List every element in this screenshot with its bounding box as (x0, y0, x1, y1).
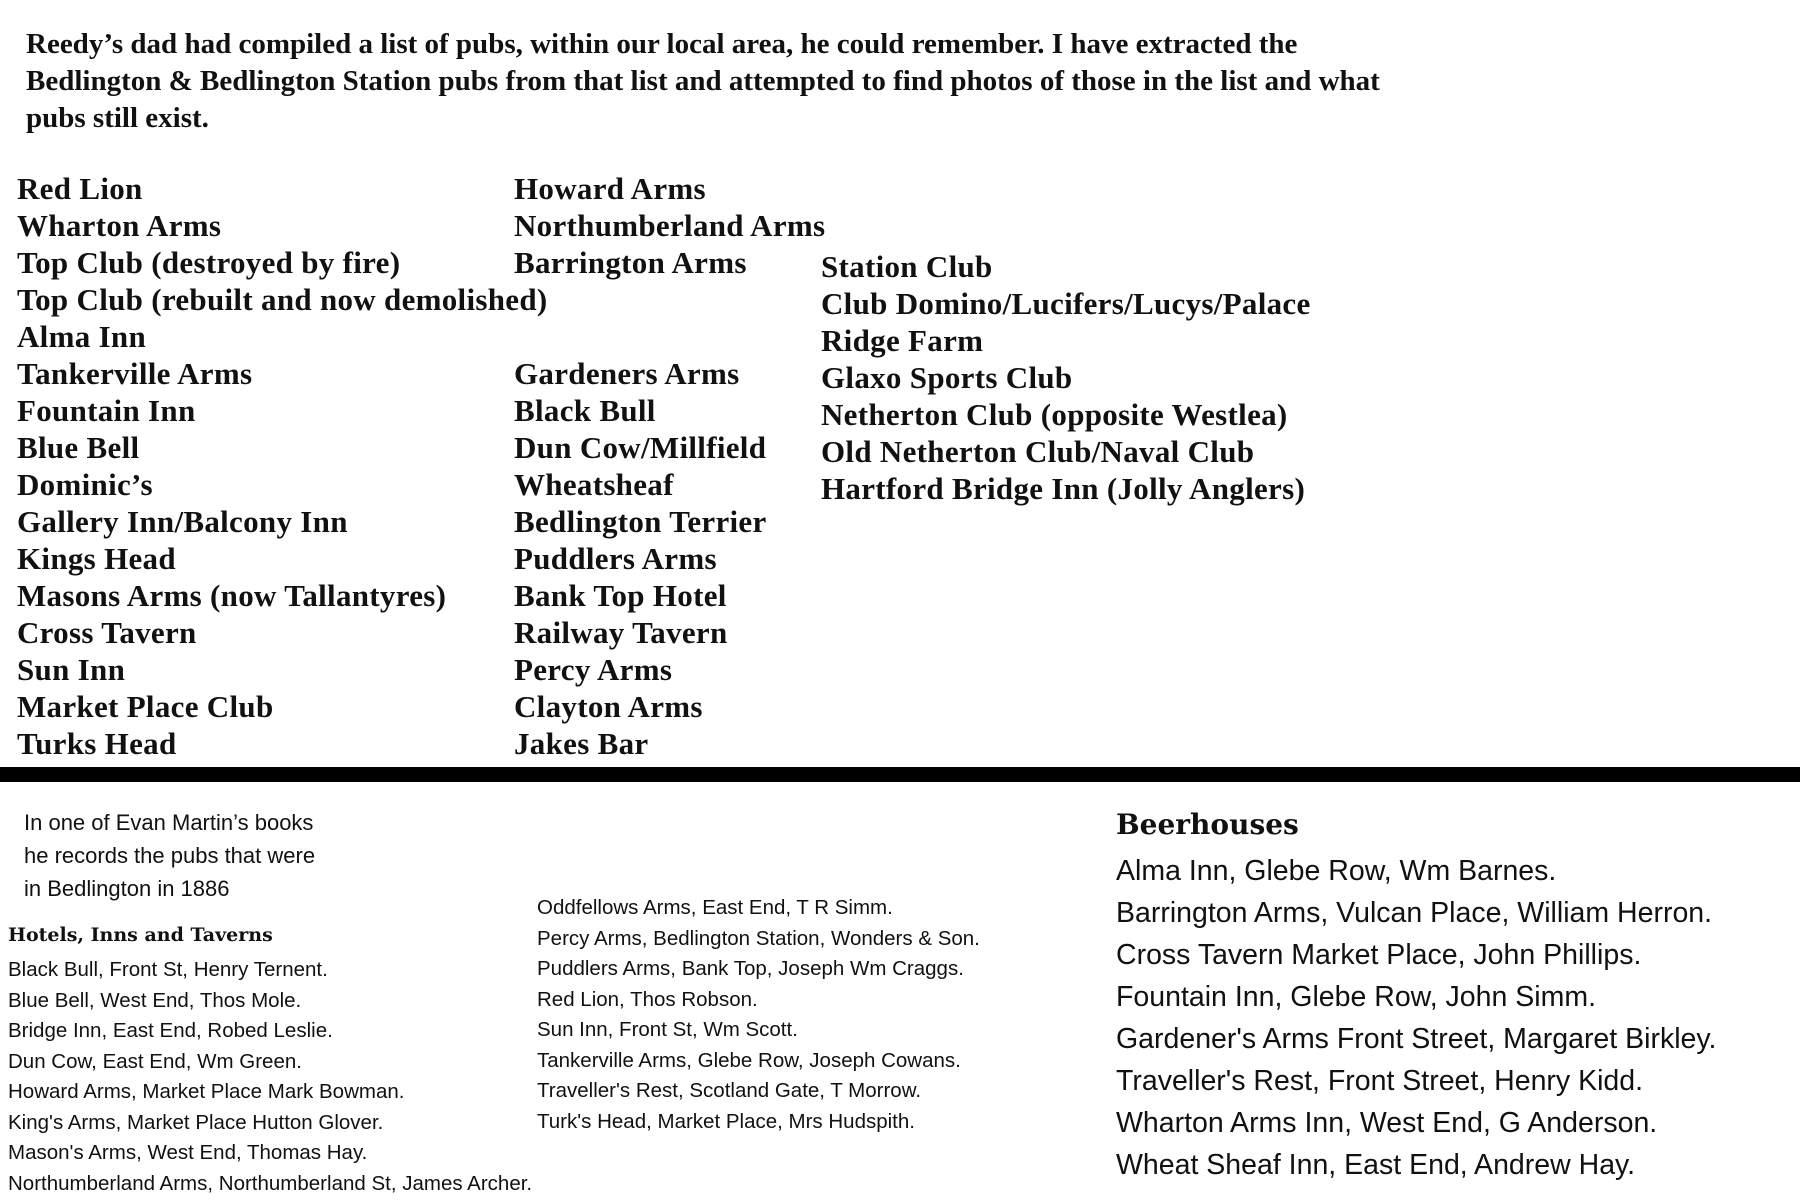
pub-list-item: Ridge Farm (821, 323, 984, 358)
hotel-entry: Dun Cow, East End, Wm Green. (8, 1049, 302, 1073)
pub-list-item: Netherton Club (opposite Westlea) (821, 397, 1288, 432)
pub-list-item: Railway Tavern (514, 615, 728, 650)
pub-list-column-3 (821, 248, 1311, 507)
pub-list-item: Red Lion (17, 171, 143, 206)
pub-list-item: Club Domino/Lucifers/Lucys/Palace (821, 286, 1311, 321)
pub-list-item: Dominic’s (17, 467, 153, 502)
hotels-heading: Hotels, Inns and Taverns (8, 924, 273, 946)
hotel-entry: Red Lion, Thos Robson. (537, 987, 758, 1011)
pub-list-item: Blue Bell (17, 430, 140, 465)
pub-list-item: Northumberland Arms (514, 208, 826, 243)
pub-list-item: Black Bull (514, 393, 656, 428)
pub-list-item: Alma Inn (17, 319, 147, 354)
pub-list-item: Market Place Club (17, 689, 274, 724)
hotel-entry: Northumberland Arms, Northumberland St, James Archer. (8, 1171, 533, 1195)
pub-list-item: Top Club (rebuilt and now demolished) (17, 282, 548, 317)
pub-list-item: Kings Head (17, 541, 176, 576)
beerhouse-entry: Gardener's Arms Front Street, Margaret Birkley. (1116, 1023, 1717, 1055)
beerhouse-entry: Wheat Sheaf Inn, East End, Andrew Hay. (1116, 1149, 1636, 1181)
pub-list-item: Top Club (destroyed by fire) (17, 245, 401, 280)
pub-list-item: Barrington Arms (514, 245, 747, 280)
pub-list-item: Wheatsheaf (514, 467, 674, 502)
pub-list-item: Tankerville Arms (17, 356, 253, 391)
hotel-entry: Tankerville Arms, Glebe Row, Joseph Cowans. (537, 1048, 961, 1072)
pub-list-item: Fountain Inn (17, 393, 196, 428)
evan-martin-intro: In one of Evan Martin’s books he records the pubs that were in Bedlington in 1886 (24, 810, 316, 901)
pub-list-column-1 (17, 170, 548, 762)
pub-list-item: Bedlington Terrier (514, 504, 767, 539)
pub-list-column-2-bottom (514, 355, 767, 762)
hotel-entry: Oddfellows Arms, East End, T R Simm. (537, 896, 893, 919)
beerhouse-entry: Wharton Arms Inn, West End, G Anderson. (1116, 1107, 1658, 1139)
hotels-list-left (8, 955, 532, 1199)
hotel-entry: Puddlers Arms, Bank Top, Joseph Wm Craggs. (537, 957, 964, 980)
beerhouse-entry: Cross Tavern Market Place, John Phillips. (1116, 939, 1642, 971)
pub-list-item: Cross Tavern (17, 615, 197, 650)
pub-list-item: Howard Arms (514, 171, 706, 206)
pub-list-item: Percy Arms (514, 652, 673, 687)
section-divider (0, 767, 1800, 782)
beerhouse-entry: Traveller's Rest, Front Street, Henry Kidd. (1116, 1065, 1644, 1097)
hotel-entry: Traveller's Rest, Scotland Gate, T Morrow. (537, 1079, 922, 1102)
pub-list-item: Puddlers Arms (514, 541, 717, 576)
beerhouse-entry: Alma Inn, Glebe Row, Wm Barnes. (1116, 855, 1557, 887)
intro-paragraph: Reedy’s dad had compiled a list of pubs, within our local area, he could remember. I have extracted the Bedlington & Bedlington Station pubs from that list and attempted to find photos of those in the list and what pubs still exist. (26, 28, 1380, 134)
hotel-entry: Black Bull, Front St, Henry Ternent. (8, 958, 328, 981)
pub-list-item: Clayton Arms (514, 689, 703, 724)
pub-list-column-2-top (514, 170, 825, 281)
hotel-entry: Percy Arms, Bedlington Station, Wonders & Son. (537, 926, 980, 950)
beerhouse-entry: Barrington Arms, Vulcan Place, William Herron. (1116, 897, 1713, 929)
hotel-entry: Blue Bell, West End, Thos Mole. (8, 988, 302, 1012)
pub-list-item: Hartford Bridge Inn (Jolly Anglers) (821, 471, 1306, 506)
beerhouses-list (1116, 850, 1716, 1186)
pub-list-item: Old Netherton Club/Naval Club (821, 434, 1255, 469)
pub-list-item: Masons Arms (now Tallantyres) (17, 578, 447, 613)
pub-list-item: Station Club (821, 249, 993, 284)
hotel-entry: King's Arms, Market Place Hutton Glover. (8, 1110, 384, 1134)
pub-list-item: Gallery Inn/Balcony Inn (17, 504, 348, 539)
pub-list-item: Bank Top Hotel (514, 578, 727, 613)
pub-list-item: Sun Inn (17, 652, 126, 687)
pub-list-item: Jakes Bar (514, 726, 649, 761)
pub-list-item: Dun Cow/Millfield (514, 430, 767, 465)
pub-list-item: Gardeners Arms (514, 356, 740, 391)
beerhouses-heading: Beerhouses (1116, 808, 1299, 841)
pub-list-item: Wharton Arms (17, 208, 222, 243)
pub-list-item: Glaxo Sports Club (821, 360, 1073, 395)
hotel-entry: Howard Arms, Market Place Mark Bowman. (8, 1080, 405, 1103)
hotels-list-right (537, 893, 980, 1137)
beerhouse-entry: Fountain Inn, Glebe Row, John Simm. (1116, 981, 1596, 1013)
hotel-entry: Sun Inn, Front St, Wm Scott. (537, 1018, 798, 1041)
hotel-entry: Mason's Arms, West End, Thomas Hay. (8, 1141, 368, 1164)
pub-list-item: Turks Head (17, 726, 177, 761)
hotel-entry: Turk's Head, Market Place, Mrs Hudspith. (537, 1109, 915, 1133)
hotel-entry: Bridge Inn, East End, Robed Leslie. (8, 1019, 333, 1042)
